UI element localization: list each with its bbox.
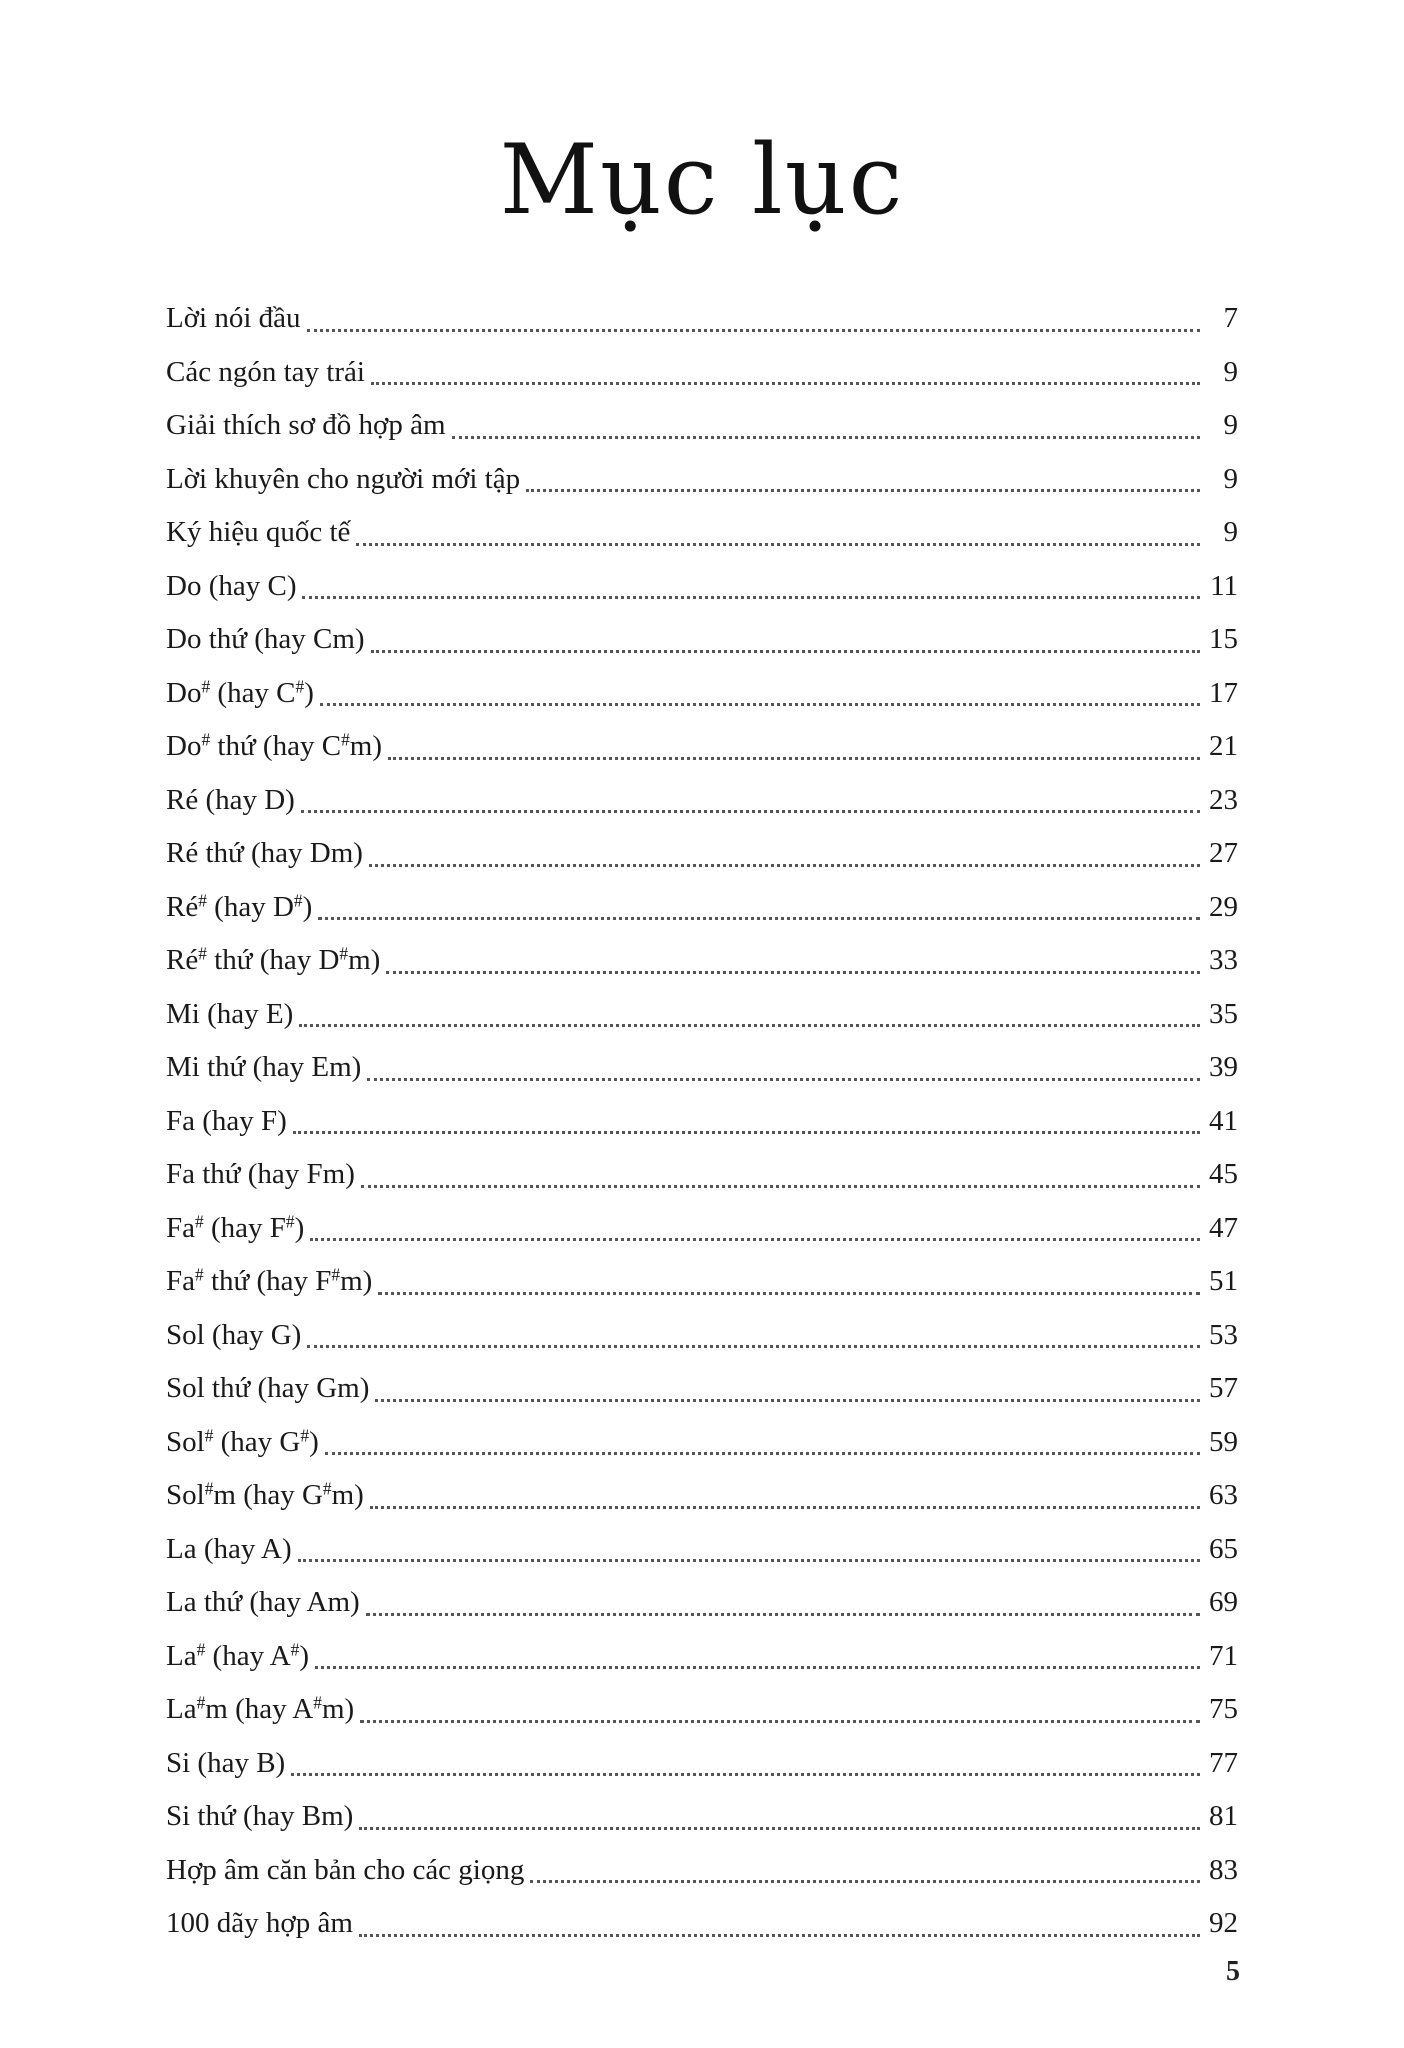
toc-entry-page: 9 xyxy=(1223,409,1238,441)
toc-entry-label: Giải thích sơ đồ hợp âm xyxy=(166,409,446,441)
dot-leader xyxy=(307,1345,1200,1348)
sharp-sign: # xyxy=(195,1210,204,1231)
dot-leader xyxy=(370,1506,1200,1509)
toc-entry xyxy=(166,1469,1238,1523)
sharp-sign: # xyxy=(300,1424,310,1445)
toc-entry-page: 7 xyxy=(1223,302,1238,334)
dot-leader xyxy=(530,1880,1200,1883)
toc-entry-label: Ré# thứ (hay D#m) xyxy=(166,943,381,976)
toc-entry xyxy=(166,1523,1238,1577)
toc-entry-page: 59 xyxy=(1209,1425,1238,1458)
toc-entry-page: 77 xyxy=(1209,1746,1238,1779)
dot-leader xyxy=(360,1720,1200,1723)
sharp-sign: # xyxy=(293,889,303,910)
toc-entry-label: Hợp âm căn bản cho các giọng xyxy=(166,1853,525,1886)
dot-leader xyxy=(325,1452,1200,1455)
toc-entry-page: 33 xyxy=(1209,944,1238,976)
toc-entry xyxy=(166,1041,1238,1095)
dot-leader xyxy=(293,1131,1200,1134)
toc-entry-label: 100 dãy hợp âm xyxy=(166,1907,353,1939)
sharp-sign: # xyxy=(341,729,350,750)
sharp-sign: # xyxy=(313,1692,322,1713)
sharp-sign: # xyxy=(331,1264,341,1285)
toc-entry-page: 41 xyxy=(1209,1104,1238,1137)
toc-entry xyxy=(166,667,1238,721)
dot-leader xyxy=(310,1238,1200,1241)
sharp-sign: # xyxy=(339,943,349,964)
toc-entry xyxy=(166,988,1238,1042)
sharp-sign: # xyxy=(295,675,305,696)
toc-entry xyxy=(166,934,1238,988)
toc-entry xyxy=(166,506,1238,560)
toc-entry xyxy=(166,1416,1238,1470)
sharp-sign: # xyxy=(201,729,211,750)
sharp-sign: # xyxy=(195,1264,204,1285)
toc-entry-label: Fa (hay F) xyxy=(166,1104,287,1137)
toc-entry-label: Các ngón tay trái xyxy=(166,355,365,388)
dot-leader xyxy=(302,596,1200,599)
dot-leader xyxy=(320,703,1200,706)
toc-entry-label: Lời nói đầu xyxy=(166,302,301,334)
toc-entry xyxy=(166,1309,1238,1363)
sharp-sign: # xyxy=(290,1638,300,1659)
toc-entry-page: 17 xyxy=(1209,676,1238,709)
toc-entry xyxy=(166,720,1238,774)
dot-leader xyxy=(307,329,1200,332)
sharp-sign: # xyxy=(198,889,207,910)
toc-entry xyxy=(166,774,1238,828)
sharp-sign: # xyxy=(204,1424,214,1445)
toc-entry-label: Do thứ (hay Cm) xyxy=(166,623,365,655)
toc-entry xyxy=(166,613,1238,667)
toc-entry-label: Fa thứ (hay Fm) xyxy=(166,1158,355,1190)
toc-entry xyxy=(166,1737,1238,1791)
dot-leader xyxy=(371,650,1200,653)
dot-leader xyxy=(359,1827,1200,1830)
dot-leader xyxy=(291,1773,1200,1776)
toc-entry-label: Sol#m (hay G#m) xyxy=(166,1478,364,1511)
sharp-sign: # xyxy=(285,1210,295,1231)
sharp-sign: # xyxy=(198,943,207,964)
toc-entry-label: Si (hay B) xyxy=(166,1746,286,1779)
toc-entry-label: Ré thứ (hay Dm) xyxy=(166,837,363,869)
toc-entry-page: 65 xyxy=(1209,1532,1238,1565)
dot-leader xyxy=(452,436,1200,439)
toc-entry-label: Sol thứ (hay Gm) xyxy=(166,1372,370,1404)
toc-entry xyxy=(166,1897,1238,1951)
table-of-contents xyxy=(166,292,1238,1951)
toc-entry-page: 75 xyxy=(1209,1693,1238,1725)
toc-entry-page: 51 xyxy=(1209,1265,1238,1297)
toc-entry-page: 47 xyxy=(1209,1211,1238,1244)
toc-entry xyxy=(166,827,1238,881)
toc-entry-page: 23 xyxy=(1209,783,1238,816)
toc-entry-page: 69 xyxy=(1209,1586,1238,1618)
toc-entry-page: 27 xyxy=(1209,837,1238,869)
toc-entry-label: Fa# (hay F#) xyxy=(166,1210,305,1244)
toc-entry xyxy=(166,881,1238,935)
dot-leader xyxy=(298,1559,1200,1562)
sharp-sign: # xyxy=(201,675,211,696)
toc-entry xyxy=(166,1576,1238,1630)
toc-entry xyxy=(166,1095,1238,1149)
dot-leader xyxy=(526,489,1200,492)
toc-entry xyxy=(166,560,1238,614)
toc-entry-label: Ré (hay D) xyxy=(166,783,295,816)
toc-entry-page: 29 xyxy=(1209,890,1238,923)
toc-entry xyxy=(166,1683,1238,1737)
toc-entry xyxy=(166,1255,1238,1309)
toc-entry xyxy=(166,346,1238,400)
dot-leader xyxy=(371,382,1200,385)
toc-entry-label: La thứ (hay Am) xyxy=(166,1586,360,1618)
dot-leader xyxy=(359,1934,1200,1937)
toc-entry-label: Ký hiệu quốc tế xyxy=(166,516,351,548)
dot-leader xyxy=(369,864,1200,867)
toc-entry-page: 21 xyxy=(1209,730,1238,762)
toc-entry-label: Do# (hay C#) xyxy=(166,675,314,709)
toc-entry-page: 11 xyxy=(1210,569,1238,602)
toc-entry-page: 45 xyxy=(1209,1158,1238,1190)
dot-leader xyxy=(318,917,1200,920)
toc-entry-page: 92 xyxy=(1209,1907,1238,1939)
sharp-sign: # xyxy=(196,1692,206,1713)
toc-entry xyxy=(166,1362,1238,1416)
toc-entry-page: 71 xyxy=(1209,1639,1238,1672)
dot-leader xyxy=(361,1185,1200,1188)
toc-entry xyxy=(166,1844,1238,1898)
toc-entry-page: 9 xyxy=(1223,516,1238,548)
sharp-sign: # xyxy=(196,1638,206,1659)
toc-entry-label: Ré# (hay D#) xyxy=(166,889,313,923)
toc-entry-label: Sol# (hay G#) xyxy=(166,1424,319,1458)
toc-entry xyxy=(166,1790,1238,1844)
toc-entry-page: 9 xyxy=(1223,355,1238,388)
toc-entry xyxy=(166,453,1238,507)
toc-entry-page: 57 xyxy=(1209,1372,1238,1404)
dot-leader xyxy=(375,1399,1200,1402)
toc-entry-label: La#m (hay A#m) xyxy=(166,1692,355,1725)
dot-leader xyxy=(366,1613,1200,1616)
toc-entry-page: 63 xyxy=(1209,1479,1238,1511)
toc-entry-label: Lời khuyên cho người mới tập xyxy=(166,462,521,495)
dot-leader xyxy=(315,1666,1200,1669)
toc-entry-page: 39 xyxy=(1209,1051,1238,1083)
toc-entry xyxy=(166,1148,1238,1202)
toc-entry-page: 83 xyxy=(1209,1853,1238,1886)
dot-leader xyxy=(299,1024,1200,1027)
toc-entry xyxy=(166,1202,1238,1256)
page-title: Mục lục xyxy=(499,124,905,237)
toc-entry xyxy=(166,1630,1238,1684)
toc-entry-page: 35 xyxy=(1209,997,1238,1030)
toc-entry-label: Fa# thứ (hay F#m) xyxy=(166,1264,373,1297)
dot-leader xyxy=(388,757,1200,760)
page-number: 5 xyxy=(1226,1956,1240,1987)
toc-entry-page: 9 xyxy=(1223,462,1238,495)
toc-entry-label: Sol (hay G) xyxy=(166,1318,302,1351)
toc-entry-label: Si thứ (hay Bm) xyxy=(166,1800,354,1832)
dot-leader xyxy=(386,971,1200,974)
toc-entry-label: Mi (hay E) xyxy=(166,997,294,1030)
toc-entry-page: 15 xyxy=(1209,623,1238,655)
dot-leader xyxy=(301,810,1200,813)
toc-entry-page: 53 xyxy=(1209,1318,1238,1351)
sharp-sign: # xyxy=(322,1478,332,1499)
dot-leader xyxy=(378,1292,1200,1295)
dot-leader xyxy=(356,543,1200,546)
toc-entry xyxy=(166,292,1238,346)
toc-entry-label: Do (hay C) xyxy=(166,569,297,602)
toc-entry-page: 81 xyxy=(1209,1800,1238,1832)
toc-entry-label: La# (hay A#) xyxy=(166,1638,310,1672)
toc-entry-label: Do# thứ (hay C#m) xyxy=(166,729,382,762)
toc-entry-label: La (hay A) xyxy=(166,1532,292,1565)
toc-entry xyxy=(166,399,1238,453)
sharp-sign: # xyxy=(204,1478,214,1499)
toc-entry-label: Mi thứ (hay Em) xyxy=(166,1051,362,1083)
dot-leader xyxy=(367,1078,1200,1081)
